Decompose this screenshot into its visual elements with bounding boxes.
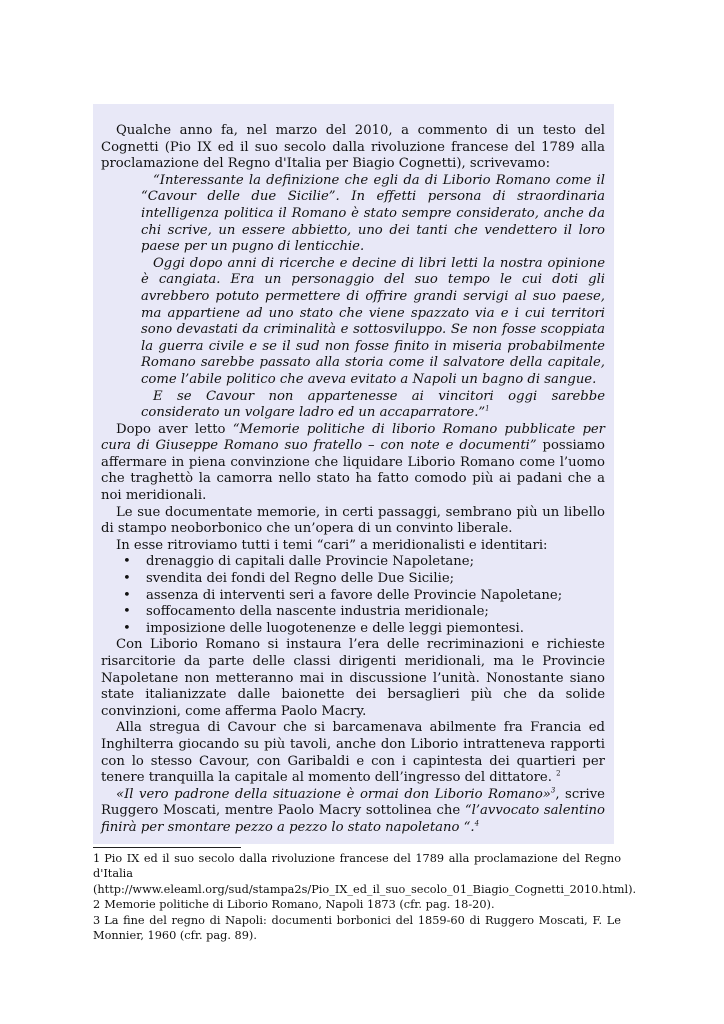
footnote-ref-2[interactable]: 2 [556,769,561,778]
footnotes [93,851,637,943]
paragraph-cavour-text: Alla stregua di Cavour che si barcamenava abilmente fra Francia ed Inghilterra giocando su più tavoli, anche don Liborio intratteneva rapporti con lo stesso Cavour, con Garibaldi e con i capintesta dei quartieri per tenere tranquilla la capitale al momento dell’ingresso del dittatore. [101,720,605,786]
paragraph-temi: In esse ritroviamo tutti i temi “cari” a meridionalisti e identitari: [116,537,548,553]
quote-paragraph-2: Oggi dopo anni di ricerche e decine di libri letti la nostra opinione è cangiata. Era un personaggio del suo tempo le cui doti gli avrebbero potuto permettere di offrire grandi servigi al suo paese, ma appartiene ad uno stato che viene spazzato via e i cui territori sono devastati da criminalità e sottosviluppo. Se non fosse scoppiata la guerra civile e se il sud non fosse finito in miseria probabilmente Romano sarebbe passato alla storia come il salvatore della capitale, come l’abile politico che aveva evitato a Napoli un bagno di sangue. [141,255,605,387]
themes-list [101,554,605,637]
footnote-text: Memorie politiche di Liborio Romano, Napoli 1873 (cfr. pag. 18-20). [104,898,495,912]
paragraph-moscati-mid: , scrive Ruggero Moscati, mentre Paolo Macry sottolinea che [101,786,605,819]
bullet-icon: • [123,571,131,587]
paragraph-cavour [101,720,605,786]
list-item-text: svendita dei fondi del Regno delle Due Sicilie; [146,571,455,587]
quote-paragraph-1: “Interessante la definizione che egli da di Liborio Romano come il “Cavour delle due Sicilie”. In effetti persona di straordinaria intelligenza politica il Romano è stato sempre considerato, anche da chi scrive, un essere abbietto, uno dei tanti che vendettero il loro paese per un pugno di lenticchie. [141,172,605,255]
list-item-text: assenza di interventi seri a favore delle Provincie Napoletane; [146,587,563,603]
list-item [123,588,605,605]
list-item-text: imposizione delle luogotenenze e delle leggi piemontesi. [146,620,524,636]
book-title: “Memorie politiche di liborio Romano pubblicate per cura di Giuseppe Romano suo fratello – con note e documenti” [101,421,605,454]
footnote-2 [93,897,621,912]
paragraph-memorie-rest: possiamo affermare in piena convinzione che liquidare Liborio Romano come l’uomo che traghettò la camorra nello stato ha fatto comodo più ai padani che a noi meridionali. [101,438,605,504]
footnote-number: 1 [93,852,101,865]
bullet-icon: • [123,554,131,570]
paragraph-recriminazioni: Con Liborio Romano si instaura l’era delle recriminazioni e richieste risarcitorie da parte delle classi dirigenti meridionali, ma le Provincie Napoletane non metteranno mai in discussione l’unità. Nonostante siano state italianizzate dalle baionette dei bersaglieri più che da solide convinzioni, come afferma Paolo Macry. [101,637,605,719]
moscati-quote: «Il vero padrone della situazione è ormai don Liborio Romano» [116,786,551,802]
footnote-number: 2 [93,898,101,912]
list-item-text: soffocamento della nascente industria meridionale; [146,604,489,620]
macry-quote: “l’avvocato salentino finirà per smontare pezzo a pezzo lo stato napoletano “. [101,803,605,835]
list-item [123,554,605,571]
quote-paragraph-3-text: E se Cavour non appartenesse ai vincitori oggi sarebbe considerato un volgare ladro ed un accaparratore.” [141,388,605,421]
footnote-ref-1[interactable]: 1 [485,404,490,413]
footnote-3 [93,913,621,944]
bullet-icon: • [123,587,131,603]
list-item [123,621,605,638]
footnote-ref-3[interactable]: 3 [550,786,556,795]
list-item [123,604,605,621]
paragraph-memorie-lead: Dopo aver letto [116,421,233,437]
footnote-text: La fine del regno di Napoli: documenti borbonici del 1859-60 di Ruggero Moscati, F. Le Monnier, 1960 (cfr. pag. 89). [93,913,621,943]
footnote-ref-4[interactable]: 4 [474,819,480,828]
paragraph-memorie [101,422,605,505]
list-item-text: drenaggio di capitali dalle Provincie Napoletane; [146,554,475,570]
paragraph-moscati [101,787,605,837]
quote-paragraph-3 [141,389,605,422]
main-text [101,123,605,837]
list-item [123,571,605,588]
footnote-1 [93,851,637,897]
footnote-text: Pio IX ed il suo secolo dalla rivoluzione francese del 1789 alla proclamazione del Regno d'Italia (http://www.eleaml.org/sud/stampa2s/Pio_IX_ed_il_suo_secolo_01_Biagio_Cognetti_2010.html). [93,852,637,896]
paragraph-documentate: Le sue documentate memorie, in certi passaggi, sembrano più un libello di stampo neoborbonico che un’opera di un convinto liberale. [101,504,605,537]
paragraph-intro: Qualche anno fa, nel marzo del 2010, a commento di un testo del Cognetti (Pio IX ed il suo secolo dalla rivoluzione francese del 1789 alla proclamazione del Regno d'Italia per Biagio Cognetti), scrivevamo: [101,123,605,172]
footnote-separator [93,847,241,848]
footnote-number: 3 [93,913,101,927]
bullet-icon: • [123,604,131,620]
bullet-icon: • [123,620,131,636]
